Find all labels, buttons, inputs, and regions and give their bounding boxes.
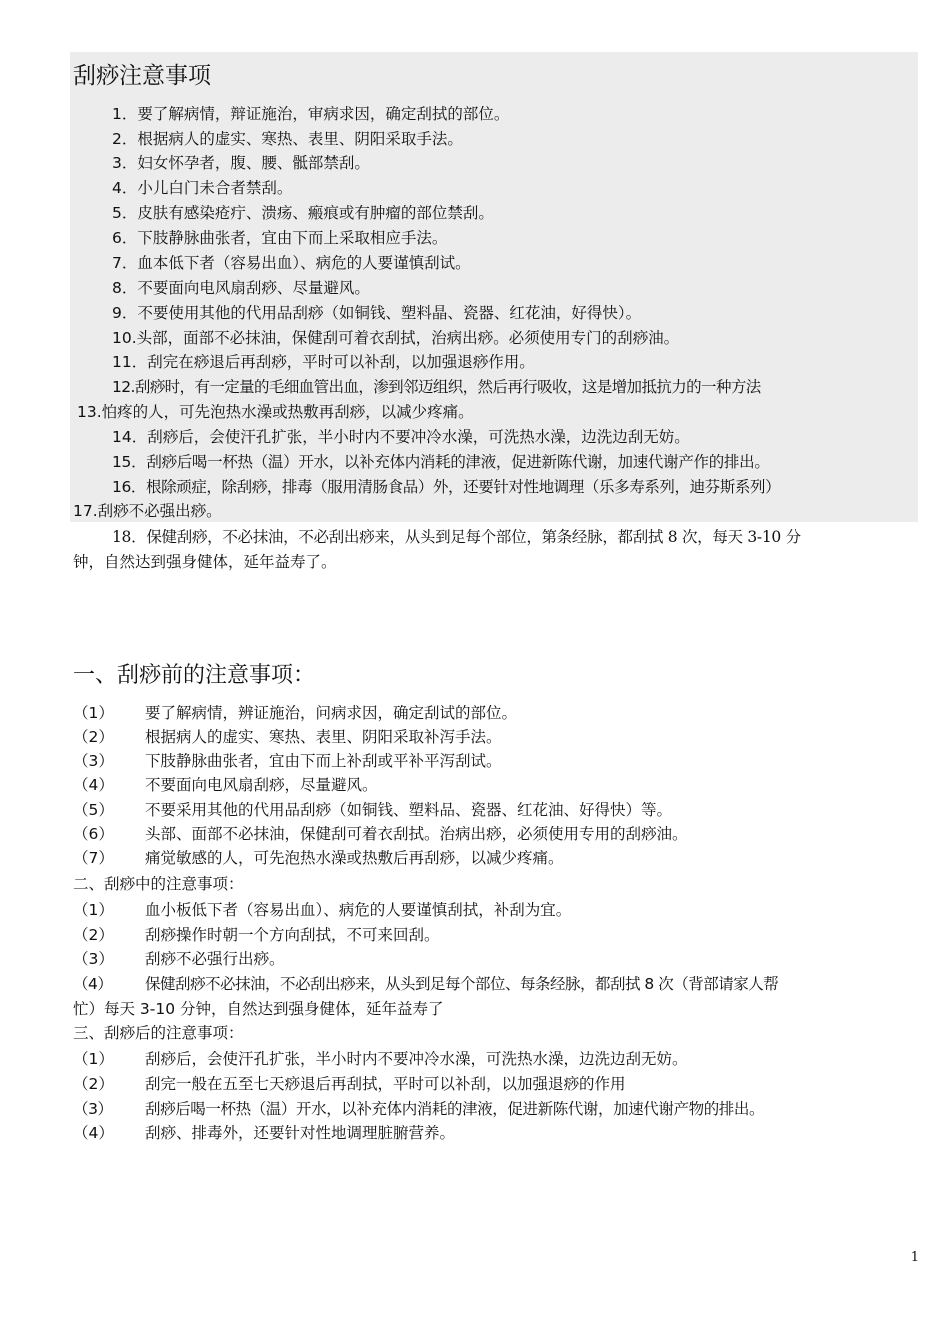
list-item: 11．刮完在痧退后再刮痧，平时可以补刮，以加强退痧作用。 (112, 353, 535, 371)
list-item: 5．皮肤有感染疮疔、溃疡、瘢痕或有肿瘤的部位禁刮。 (112, 204, 494, 222)
list-item: （2） 根据病人的虚实、寒热、表里、阴阳采取补泻手法。 (73, 728, 502, 746)
section1-title: 刮痧注意事项 (73, 63, 211, 89)
section2-title: 一、刮痧前的注意事项： (73, 663, 316, 688)
list-item: 6．下肢静脉曲张者，宜由下而上采取相应手法。 (112, 229, 448, 247)
list-item: 12.刮痧时，有一定量的毛细血管出血，渗到邻迈组织，然后再行吸收，这是增加抵抗力的一种方法 (112, 378, 761, 396)
list-item: （6） 头部、面部不必抹油，保健刮可着衣刮拭。治病出痧，必须使用专用的刮痧油。 (73, 825, 688, 843)
list-item: （3） 刮痧不必强行出痧。 (73, 950, 285, 968)
list-item: 16．根除顽症，除刮痧，排毒（服用清肠食品）外，还要针对性地调理（乐多寿系列，迪芬斯系列） (112, 478, 781, 496)
list-item: 3．妇女怀孕者，腹、腰、骶部禁刮。 (112, 154, 370, 172)
list-item-continued: 钟，自然达到强身健体，延年益寿了。 (73, 553, 337, 571)
list-item: （1） 要了解病情，辨证施治，问病求因，确定刮试的部位。 (73, 704, 518, 722)
list-item: 8．不要面向电风扇刮痧、尽量避风。 (112, 279, 370, 297)
list-item: （5） 不要采用其他的代用品刮痧（如铜钱、塑料品、瓷器、红花油、好得快）等。 (73, 801, 673, 819)
list-item: （7） 痛觉敏感的人，可先泡热水澡或热敷后再刮痧，以减少疼痛。 (73, 849, 564, 867)
list-item: （3） 刮痧后喝一杯热（温）开水，以补充体内消耗的津液，促进新陈代谢，加速代谢产物的排出。 (73, 1100, 765, 1118)
list-item: 4．小儿白门未合者禁刮。 (112, 179, 293, 197)
list-item: 2．根据病人的虚实、寒热、表里、阴阳采取手法。 (112, 130, 463, 148)
list-item: 15．刮痧后喝一杯热（温）开水，以补充体内消耗的津液，促进新陈代谢，加速代谢产作的排出。 (112, 453, 770, 471)
section4-title: 三、刮痧后的注意事项： (73, 1024, 244, 1042)
list-item: （4） 保健刮痧不必抹油，不必刮出痧来，从头到足每个部位、每条经脉，都刮拭 8 次（背部请家人帮 (73, 975, 779, 993)
list-item: （2） 刮痧操作时朝一个方向刮拭，不可来回刮。 (73, 926, 440, 944)
list-item: 1．要了解病情，辩证施治，审病求因，确定刮拭的部位。 (112, 105, 510, 123)
list-item: 10.头部，面部不必抹油，保健刮可着衣刮拭，治病出痧。必须使用专门的刮痧油。 (112, 329, 680, 347)
list-item: 17.刮痧不必强出痧。 (73, 502, 222, 520)
list-item: 14．刮痧后，会使汗孔扩张，半小时内不要冲冷水澡，可洗热水澡，边洗边刮无妨。 (112, 428, 690, 446)
list-item: （4） 刮痧、排毒外，还要针对性地调理脏腑营养。 (73, 1124, 456, 1142)
list-item: （3） 下肢静脉曲张者，宜由下而上补刮或平补平泻刮试。 (73, 752, 502, 770)
list-item: （1） 刮痧后，会使汗孔扩张，半小时内不要冲冷水澡，可洗热水澡，边洗边刮无妨。 (73, 1050, 688, 1068)
list-item: （2） 刮完一般在五至七天痧退后再刮拭，平时可以补刮，以加强退痧的作用 (73, 1075, 626, 1093)
list-item: 13.怕疼的人，可先泡热水澡或热敷再刮痧，以减少疼痛。 (77, 403, 474, 421)
list-item: 9．不要使用其他的代用品刮痧（如铜钱、塑料晶、瓷器、红花油，好得快）。 (112, 304, 642, 322)
list-item: 7．血本低下者（容易出血）、病危的人要谨慎刮试。 (112, 254, 471, 272)
list-item-continued: 忙）每天 3-10 分钟，自然达到强身健体，延年益寿了 (73, 1000, 444, 1018)
list-item: 18．保健刮痧，不必抹油，不必刮出痧来，从头到足每个部位，第条经脉，都刮拭 8 次，每天 3-10 分 (112, 528, 801, 546)
list-item: （1） 血小板低下者（容易出血）、病危的人要谨慎刮拭，补刮为宜。 (73, 901, 572, 919)
list-item: （4） 不要面向电风扇刮痧，尽量避风。 (73, 776, 378, 794)
section3-title: 二、刮痧中的注意事项： (73, 875, 244, 893)
page-number: 1 (910, 1250, 919, 1265)
